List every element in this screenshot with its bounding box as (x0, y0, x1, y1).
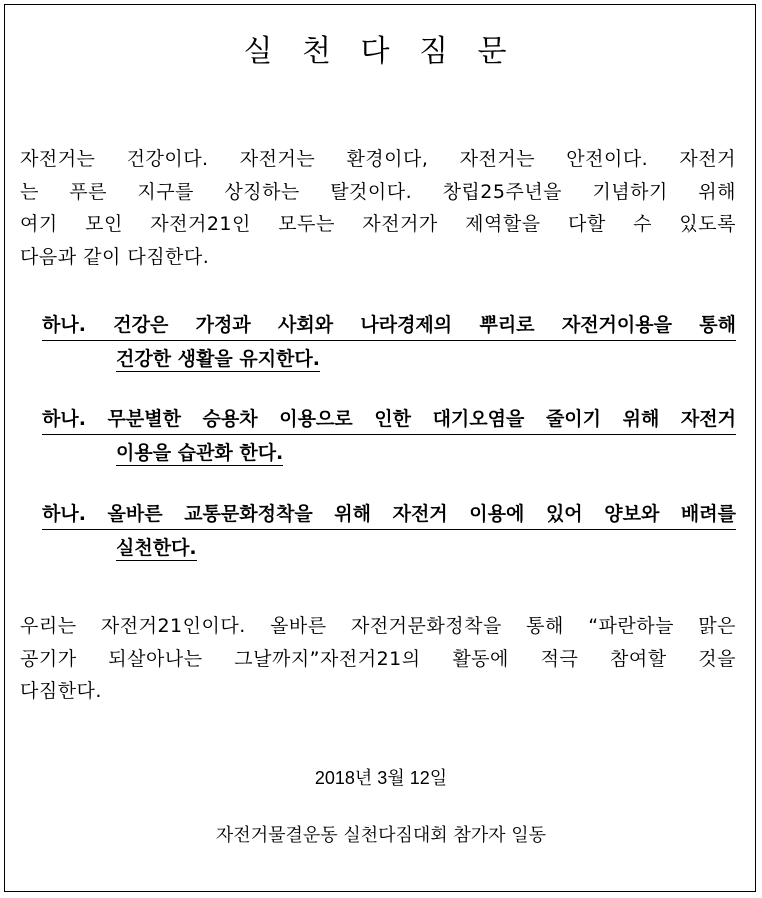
closing-paragraph (20, 610, 736, 708)
pledge-line (42, 437, 736, 470)
document-date: 2018년 3월 12일 (314, 768, 448, 788)
pledge-text: 실천한다. (116, 537, 197, 559)
pledge-item-3 (42, 498, 736, 565)
intro-line: 자전거는 건강이다. 자전거는 환경이다, 자전거는 안전이다. 자전거 (20, 148, 736, 170)
intro-line: 여기 모인 자전거21인 모두는 자전거가 제역할을 다할 수 있도록 (20, 213, 736, 235)
pledge-text: 하나. 올바른 교통문화정착을 위해 자전거 이용에 있어 양보와 배려를 (42, 503, 736, 525)
pledge-line (42, 403, 736, 435)
closing-line: 다짐한다. (20, 680, 102, 702)
document-signature: 자전거물결운동 실천다짐대회 참가자 일동 (215, 825, 547, 846)
pledge-line (42, 532, 736, 565)
document-title: 실 천 다 짐 문 (243, 34, 517, 69)
intro-paragraph (20, 143, 736, 273)
pledge-text: 하나. 건강은 가정과 사회와 나라경제의 뿌리로 자전거이용을 통해 (42, 314, 736, 336)
pledge-text: 이용을 습관화 한다. (116, 442, 284, 464)
pledge-item-1 (42, 309, 736, 376)
pledge-line (42, 343, 736, 376)
pledge-line (42, 498, 736, 530)
closing-line: 공기가 되살아나는 그날까지”자전거21의 활동에 적극 참여할 것을 (20, 647, 736, 670)
pledge-text: 하나. 무분별한 승용차 이용으로 인한 대기오염을 줄이기 위해 자전거 (42, 408, 736, 430)
intro-line: 는 푸른 지구를 상징하는 탈것이다. 창립25주년을 기념하기 위해 (20, 180, 736, 203)
pledge-item-2 (42, 403, 736, 470)
intro-line: 다음과 같이 다짐한다. (20, 245, 210, 268)
pledge-line (42, 309, 736, 341)
pledge-text: 건강한 생활을 유지한다. (116, 348, 320, 370)
closing-line: 우리는 자전거21인이다. 올바른 자전거문화정착을 통해 “파란하늘 맑은 (20, 615, 736, 637)
